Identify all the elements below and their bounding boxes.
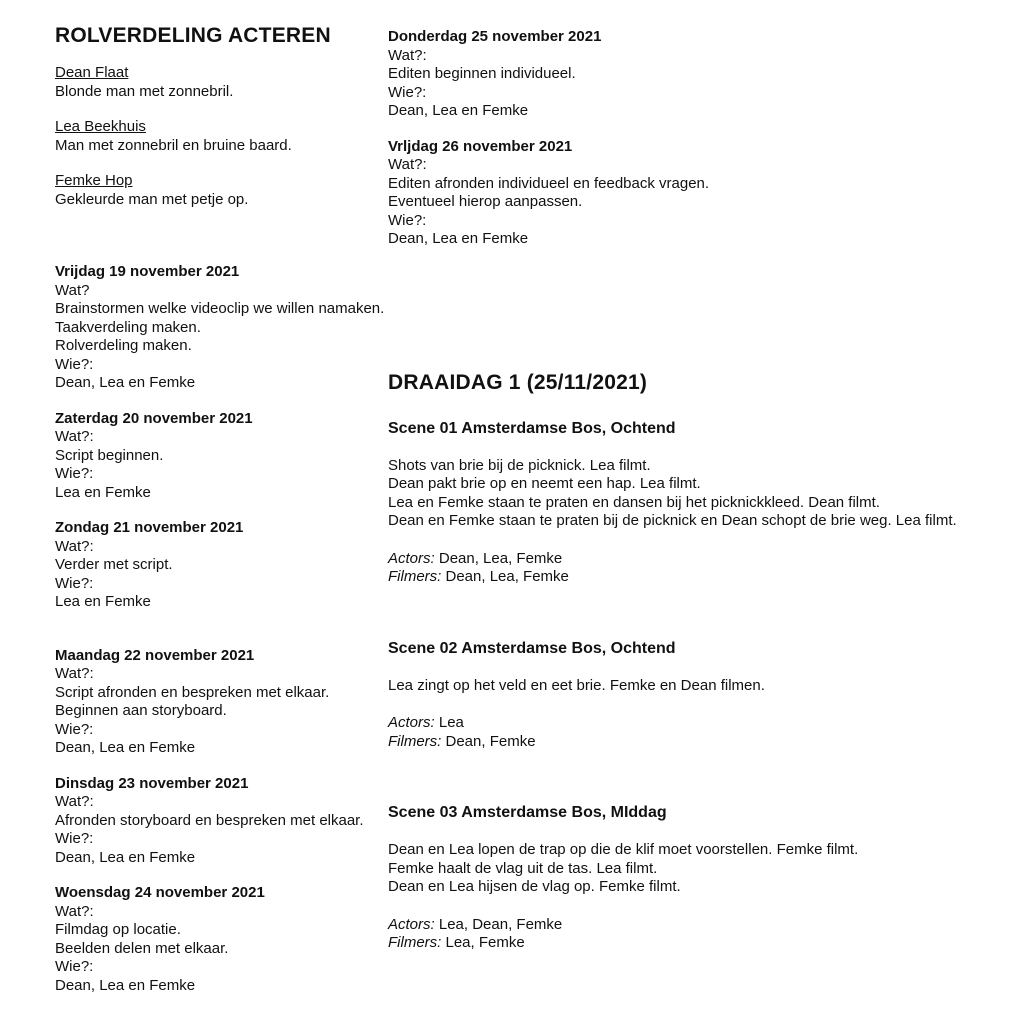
left-column	[55, 24, 395, 1012]
filmers-value: Dean, Lea, Femke	[445, 568, 569, 585]
scene-line: Dean en Femke staan te praten bij de picknick en Dean schopt de brie weg. Lea filmt.	[388, 512, 957, 529]
agenda-line: Lea en Femke	[55, 593, 151, 610]
draaidag-title: DRAAIDAG 1 (25/11/2021)	[388, 370, 648, 394]
filmers-line	[388, 568, 1024, 587]
agenda-line: Beginnen aan storyboard.	[55, 702, 227, 719]
cast-member-description: Blonde man met zonnebril.	[55, 82, 234, 100]
agenda-entry-vrijdag-19	[55, 263, 395, 393]
agenda-line: Wat?:	[388, 156, 427, 173]
agenda-line: Brainstormen welke videoclip we willen namaken.	[55, 300, 385, 317]
agenda-date: Maandag 22 november 2021	[55, 646, 255, 664]
cast-member	[55, 64, 395, 101]
actors-label: Actors:	[388, 915, 435, 933]
agenda-date: Vrijdag 19 november 2021	[55, 263, 240, 280]
agenda-line: Wie?:	[55, 465, 94, 482]
cast-list	[55, 64, 395, 209]
cast-member-description: Man met zonnebril en bruine baard.	[55, 136, 292, 154]
agenda-line: Afronden storyboard en bespreken met elkaar.	[55, 811, 364, 829]
agenda-line: Dean, Lea en Femke	[55, 739, 196, 756]
scene-01	[388, 419, 1024, 587]
cast-member-description: Gekleurde man met petje op.	[55, 190, 249, 208]
actors-value: Lea, Dean, Femke	[438, 915, 563, 933]
agenda-line: Eventueel hierop aanpassen.	[388, 193, 583, 210]
filmers-label: Filmers:	[388, 568, 442, 585]
agenda-line: Wie?:	[388, 83, 427, 101]
cast-member	[55, 118, 395, 155]
agenda-entry-maandag-22	[55, 647, 395, 758]
cast-section-title: ROLVERDELING ACTEREN	[55, 24, 331, 47]
actors-label: Actors:	[388, 549, 435, 567]
agenda-line: Wie?:	[55, 574, 94, 592]
scene-line: Lea zingt op het veld en eet brie. Femke en Dean filmen.	[388, 676, 765, 694]
agenda-line: Wat?:	[388, 46, 427, 64]
agenda-line: Wat?	[55, 281, 90, 299]
scene-title: Scene 01 Amsterdamse Bos, Ochtend	[388, 419, 676, 437]
agenda-date: Zondag 21 november 2021	[55, 519, 244, 536]
scene-title: Scene 02 Amsterdamse Bos, Ochtend	[388, 639, 676, 657]
cast-member	[55, 172, 395, 209]
scene-credits	[388, 916, 1024, 953]
filmers-value: Lea, Femke	[445, 934, 525, 951]
agenda-line: Rolverdeling maken.	[55, 337, 192, 354]
agenda-date: Donderdag 25 november 2021	[388, 28, 602, 45]
agenda-line: Script beginnen.	[55, 446, 164, 464]
agenda-line: Wat?:	[55, 793, 94, 810]
scene-credits	[388, 714, 1024, 751]
agenda-line: Dean, Lea en Femke	[388, 230, 529, 247]
scene-02	[388, 639, 1024, 752]
agenda-line: Verder met script.	[55, 556, 173, 573]
filmers-value: Dean, Femke	[445, 732, 536, 750]
agenda-line: Wie?:	[55, 720, 94, 738]
agenda-line: Wat?:	[55, 902, 94, 920]
agenda-line: Beelden delen met elkaar.	[55, 939, 229, 957]
scene-title: Scene 03 Amsterdamse Bos, MIddag	[388, 804, 667, 821]
actors-label: Actors:	[388, 714, 435, 731]
agenda-line: Wie?:	[55, 830, 94, 847]
scene-line: Dean pakt brie op en neemt een hap. Lea filmt.	[388, 475, 701, 492]
agenda-entry-woensdag-24	[55, 884, 395, 995]
agenda-line: Dean, Lea en Femke	[55, 848, 196, 866]
actors-value: Lea	[438, 714, 464, 731]
scene-line: Femke haalt de vlag uit de tas. Lea filmt.	[388, 859, 658, 877]
scene-03	[388, 803, 1024, 953]
actors-line	[388, 714, 1024, 733]
cast-member-name: Lea Beekhuis	[55, 118, 146, 135]
scene-line: Dean en Lea lopen de trap op die de klif moet voorstellen. Femke filmt.	[388, 841, 859, 858]
agenda-line: Wie?:	[55, 355, 94, 373]
agenda-line: Taakverdeling maken.	[55, 318, 201, 336]
agenda-entry-zondag-21	[55, 519, 395, 612]
filmers-label: Filmers:	[388, 934, 442, 951]
right-column	[388, 28, 1024, 953]
agenda-date: Dinsdag 23 november 2021	[55, 774, 249, 792]
scene-line: Shots van brie bij de picknick. Lea filmt.	[388, 456, 651, 474]
actors-value: Dean, Lea, Femke	[438, 549, 563, 567]
agenda-date: Woensdag 24 november 2021	[55, 884, 265, 901]
cast-member-name: Dean Flaat	[55, 64, 129, 81]
agenda-line: Wie?:	[55, 958, 94, 975]
scene-line: Dean en Lea hijsen de vlag op. Femke filmt.	[388, 878, 681, 895]
agenda-line: Wie?:	[388, 211, 427, 229]
agenda-date: Zaterdag 20 november 2021	[55, 409, 253, 427]
agenda-line: Dean, Lea en Femke	[388, 102, 529, 119]
filmers-label: Filmers:	[388, 732, 442, 750]
agenda-entry-zaterdag-20	[55, 410, 395, 503]
filmers-line	[388, 934, 1024, 953]
agenda-line: Filmdag op locatie.	[55, 921, 181, 938]
agenda-line: Dean, Lea en Femke	[55, 976, 196, 994]
actors-line	[388, 916, 1024, 935]
actors-line	[388, 550, 1024, 569]
agenda-line: Dean, Lea en Femke	[55, 374, 196, 391]
scene-line: Lea en Femke staan te praten en dansen bij het picknickkleed. Dean filmt.	[388, 493, 880, 511]
agenda-entry-dinsdag-23	[55, 775, 395, 868]
agenda-line: Wat?:	[55, 537, 94, 555]
agenda-line: Editen beginnen individueel.	[388, 65, 576, 82]
agenda-entry-vrijdag-26	[388, 138, 1024, 249]
agenda-line: Script afronden en bespreken met elkaar.	[55, 683, 330, 701]
scene-credits	[388, 550, 1024, 587]
filmers-line	[388, 733, 1024, 752]
agenda-entry-donderdag-25	[388, 28, 1024, 121]
agenda-line: Lea en Femke	[55, 483, 151, 501]
agenda-line: Wat?:	[55, 428, 94, 445]
agenda-date: Vrljdag 26 november 2021	[388, 137, 573, 155]
agenda-line: Wat?:	[55, 665, 94, 682]
agenda-line: Editen afronden individueel en feedback vragen.	[388, 174, 710, 192]
cast-member-name: Femke Hop	[55, 172, 133, 189]
